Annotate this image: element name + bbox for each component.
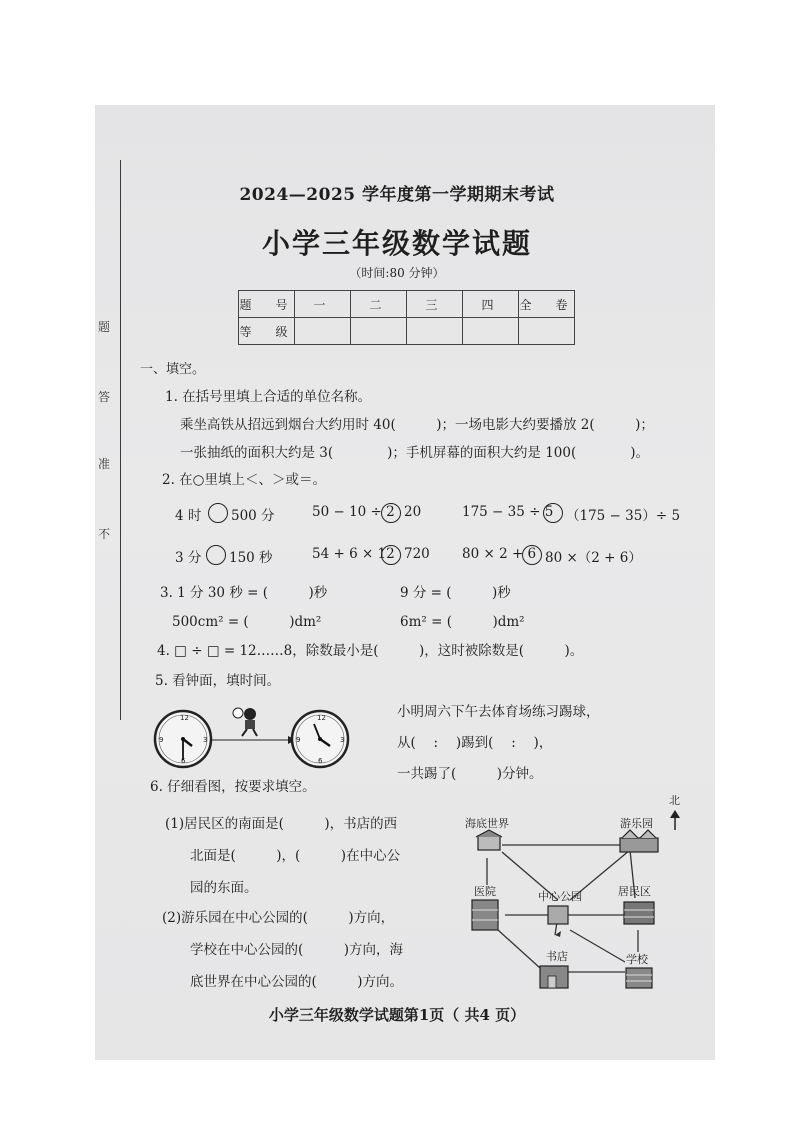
center-park-icon — [548, 906, 568, 924]
question-6-line: 北面是( )，( )在中心公 — [190, 848, 401, 864]
compare-circle[interactable] — [522, 545, 542, 565]
svg-text:12: 12 — [317, 714, 326, 722]
exam-time: （时间:80 分钟） — [349, 266, 445, 280]
compare-left: 50 − 10 ÷ 2 — [312, 504, 395, 520]
svg-text:12: 12 — [180, 714, 189, 722]
question-6-stem: 6. 仔细看图，按要求填空。 — [150, 779, 316, 795]
compare-right: 150 秒 — [229, 550, 273, 566]
question-3-d: 6m² = ( )dm² — [400, 614, 525, 630]
ocean-world-icon — [476, 830, 502, 850]
grade-cell[interactable] — [407, 318, 463, 345]
compare-left: 175 − 35 ÷ 5 — [462, 504, 554, 520]
compare-right: 20 — [404, 504, 422, 520]
question-5-stem: 5. 看钟面，填时间。 — [155, 673, 281, 689]
compare-right: 720 — [404, 546, 430, 562]
svg-text:3: 3 — [340, 736, 345, 744]
clock-start-icon — [155, 711, 211, 767]
question-4: 4. □ ÷ □ = 12……8，除数最小是( )，这时被除数是( )。 — [157, 643, 584, 659]
question-6-line: 底世界在中心公园的( )方向。 — [190, 974, 404, 990]
map-figure — [460, 790, 690, 995]
side-mark: 准 — [98, 457, 111, 471]
page-title: 小学三年级数学试题 — [261, 227, 532, 260]
compare-left: 80 × 2 + 6 — [462, 546, 537, 562]
map-label-ocean: 海底世界 — [465, 817, 509, 830]
question-5-line: 一共踢了( )分钟。 — [397, 766, 543, 782]
compare-right: （175 − 35）÷ 5 — [566, 508, 681, 524]
clock-figure — [150, 700, 350, 780]
question-6-line: (2)游乐园在中心公园的( )方向， — [162, 910, 395, 926]
hospital-icon — [472, 900, 498, 930]
school-icon — [626, 968, 652, 988]
table-cell: 题 号 — [239, 291, 295, 318]
question-3-b: 9 分 = ( )秒 — [400, 585, 511, 601]
question-5-line: 从( : )踢到( : )， — [397, 735, 553, 751]
compare-left: 4 时 — [175, 508, 202, 524]
compare-right: 80 ×（2 + 6） — [545, 550, 642, 566]
svg-text:6: 6 — [181, 757, 186, 765]
question-5-line: 小明周六下午去体育场练习踢球， — [397, 704, 600, 720]
table-cell: 四 — [463, 291, 519, 318]
question-6-line: 学校在中心公园的( )方向，海 — [190, 942, 404, 958]
grade-cell[interactable] — [519, 318, 575, 345]
svg-text:9: 9 — [296, 736, 301, 744]
table-cell: 一 — [295, 291, 351, 318]
question-6-line: 园的东面。 — [190, 880, 258, 896]
grade-cell[interactable] — [463, 318, 519, 345]
question-6-line: (1)居民区的南面是( )，书店的西 — [165, 816, 398, 832]
clock-end-icon — [292, 711, 348, 767]
amusement-park-icon — [620, 830, 658, 852]
page-footer: 小学三年级数学试题第1页（ 共4 页） — [268, 1006, 526, 1024]
table-cell: 二 — [351, 291, 407, 318]
question-1-line: 乘坐高铁从招远到烟台大约用时 40( )；一场电影大约要播放 2( )； — [180, 417, 654, 433]
residential-icon — [624, 902, 654, 924]
compare-left: 54 + 6 × 12 — [312, 546, 395, 562]
north-label: 北 — [669, 794, 680, 807]
map-label-school: 学校 — [626, 953, 648, 966]
compare-circle[interactable] — [206, 545, 226, 565]
north-arrow-icon — [670, 810, 680, 830]
table-row — [239, 291, 575, 318]
question-2-stem: 2. 在○里填上＜、＞或＝。 — [162, 472, 326, 488]
compare-right: 500 分 — [231, 508, 275, 524]
map-label-amusement: 游乐园 — [620, 817, 653, 830]
svg-text:6: 6 — [318, 757, 323, 765]
exam-year-line: 2024—2025 学年度第一学期期末考试 — [239, 185, 555, 205]
table-cell: 三 — [407, 291, 463, 318]
table-row — [239, 318, 575, 345]
table-cell: 等 级 — [239, 318, 295, 345]
map-label-hospital: 医院 — [474, 885, 496, 898]
table-cell: 全 卷 — [519, 291, 575, 318]
question-3-a: 3. 1 分 30 秒 = ( )秒 — [160, 585, 328, 601]
side-mark: 题 — [98, 320, 111, 334]
compare-circle[interactable] — [381, 503, 401, 523]
section-heading: 一、填空。 — [140, 362, 206, 377]
compare-left: 3 分 — [175, 550, 202, 566]
svg-text:3: 3 — [203, 736, 208, 744]
side-mark: 不 — [98, 527, 111, 541]
compare-circle[interactable] — [543, 503, 563, 523]
soccer-player-icon — [233, 708, 257, 736]
question-1-stem: 1. 在括号里填上合适的单位名称。 — [165, 389, 372, 405]
score-table — [238, 290, 575, 345]
question-3-c: 500cm² = ( )dm² — [172, 614, 322, 630]
svg-text:9: 9 — [159, 736, 164, 744]
map-label-bookstore: 书店 — [546, 950, 568, 963]
compare-circle[interactable] — [208, 503, 228, 523]
map-label-residential: 居民区 — [618, 885, 651, 898]
grade-cell[interactable] — [351, 318, 407, 345]
grade-cell[interactable] — [295, 318, 351, 345]
bookstore-icon — [540, 966, 568, 988]
side-mark: 答 — [98, 390, 111, 404]
compare-circle[interactable] — [381, 545, 401, 565]
question-1-line: 一张抽纸的面积大约是 3( )；手机屏幕的面积大约是 100( )。 — [180, 445, 650, 461]
map-label-center: 中心公园 — [538, 890, 582, 903]
